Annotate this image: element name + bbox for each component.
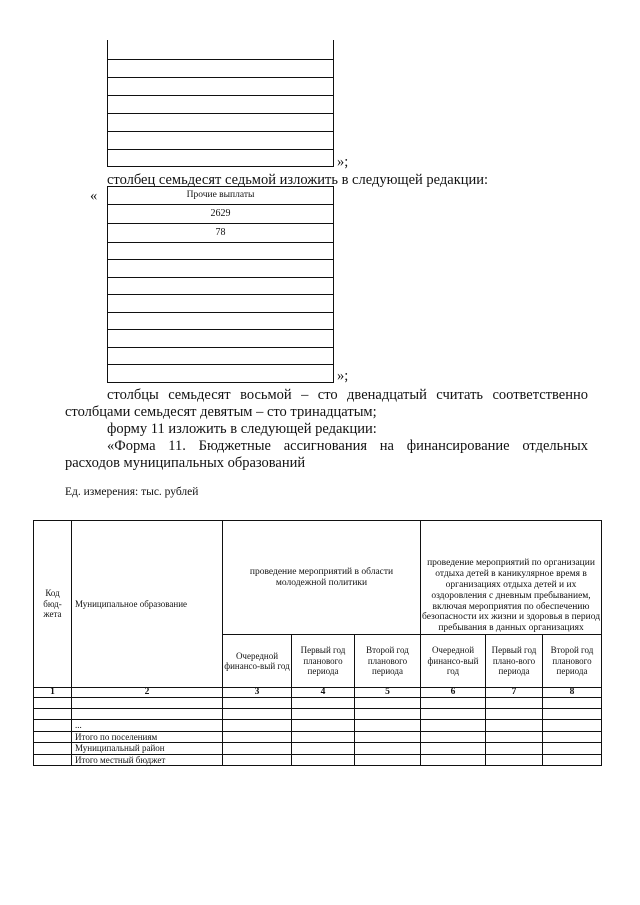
paragraph-form-title-line2: расходов муниципальных образований (65, 455, 306, 471)
close-quote: »; (337, 368, 349, 384)
paragraph-column-77: столбец семьдесят седьмой изложить в следующей редакции: (107, 172, 489, 188)
table-row (108, 60, 333, 78)
table-header-row (34, 521, 602, 635)
column-77-table (107, 186, 334, 383)
table-row (108, 243, 333, 261)
table-row (34, 731, 602, 743)
column-number: 7 (486, 688, 543, 698)
column-number: 6 (421, 688, 486, 698)
table-row (108, 132, 333, 150)
ellipsis-cell: ... (72, 720, 223, 732)
table-row (34, 698, 602, 709)
column-number: 8 (543, 688, 602, 698)
header-youth-policy: проведение мероприятий в области молодежной политики (223, 521, 421, 635)
header-municipality: Муниципальное образование (72, 521, 223, 688)
column-number: 2 (72, 688, 223, 698)
table-header-cell: Прочие выплаты (108, 187, 333, 205)
table-row (34, 709, 602, 720)
table-row (108, 260, 333, 278)
units-label: Ед. измерения: тыс. рублей (65, 486, 199, 498)
table-row (108, 78, 333, 96)
table-row (34, 743, 602, 755)
table-row (108, 114, 333, 132)
row-label-district: Муниципальный район (72, 743, 223, 755)
table-cell: 78 (108, 224, 333, 243)
paragraph-form-title-line1: «Форма 11. Бюджетные ассигнования на финансирование отдельных (107, 438, 588, 454)
top-table-fragment (107, 40, 334, 167)
paragraph-columns-renumber-line1: столбцы семьдесят восьмой – сто двенадцатый считать соответственно (107, 387, 588, 403)
column-number: 3 (223, 688, 292, 698)
subheader-cell: Очередной финансо-вый год (421, 635, 486, 688)
table-row (108, 40, 333, 60)
header-children-rest: проведение мероприятий по организации отдыха детей в каникулярное время в организациях отдыха детей и их оздоровления с дневным пребыванием, включая мероприятия по обеспечению безопасности их жизни и здоровья в период пребывания в данных организациях (421, 521, 602, 635)
table-row (108, 96, 333, 114)
row-label-settlements: Итого по поселениям (72, 731, 223, 743)
column-number: 1 (34, 688, 72, 698)
subheader-cell: Первый год планового периода (292, 635, 355, 688)
table-row (34, 720, 602, 732)
subheader-cell: Очередной финансо-вый год (223, 635, 292, 688)
header-code: Код бюд-жета (34, 521, 72, 688)
column-number: 5 (355, 688, 421, 698)
table-row (108, 295, 333, 313)
paragraph-columns-renumber-line2: столбцами семьдесят девятым – сто тринадцатым; (65, 404, 377, 420)
table-cell: 2629 (108, 205, 333, 224)
subheader-cell: Второй год планового периода (355, 635, 421, 688)
subheader-cell: Второй год планового периода (543, 635, 602, 688)
subheader-cell: Первый год плано-вого периода (486, 635, 543, 688)
table-row (34, 754, 602, 766)
table-row (108, 365, 333, 383)
table-row (108, 348, 333, 366)
close-quote: »; (337, 154, 349, 170)
table-row (108, 278, 333, 296)
paragraph-form-11: форму 11 изложить в следующей редакции: (107, 421, 377, 437)
table-row (108, 313, 333, 331)
form-11-table (33, 520, 602, 766)
column-number: 4 (292, 688, 355, 698)
open-quote: « (90, 188, 98, 204)
table-row (108, 150, 333, 167)
column-numbers-row (34, 688, 602, 698)
row-label-local-budget: Итого местный бюджет (72, 754, 223, 766)
table-row (108, 330, 333, 348)
